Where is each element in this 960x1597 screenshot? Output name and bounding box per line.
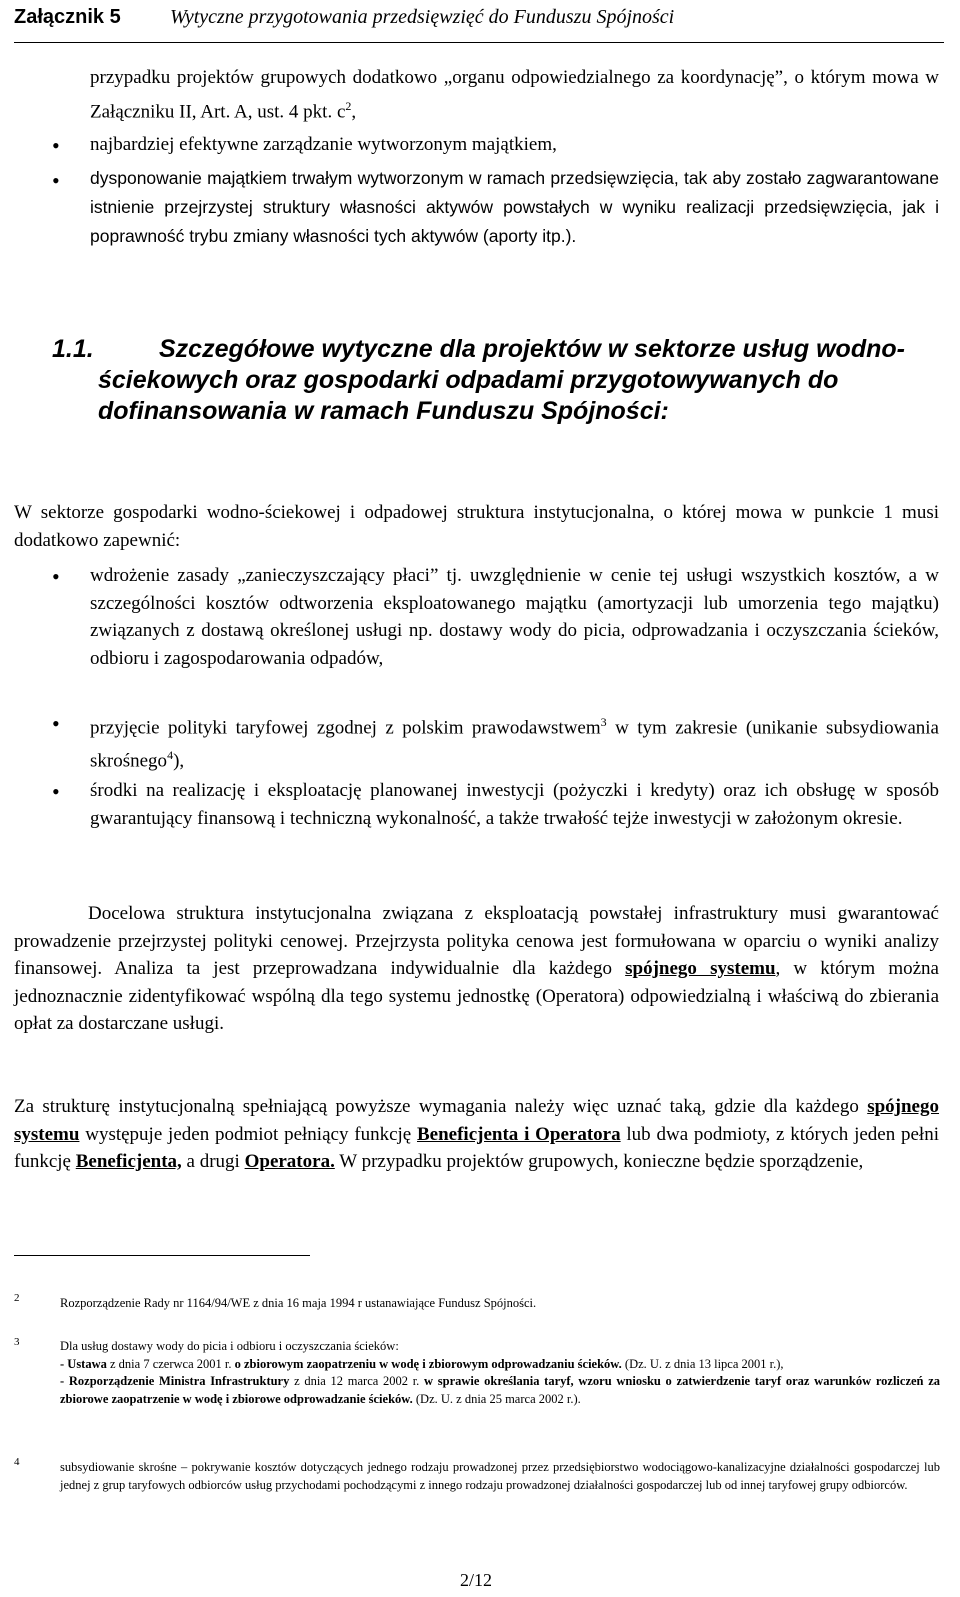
bullet-icon: • — [52, 711, 60, 736]
list-item: wdrożenie zasady „zanieczyszczający płaci” tj. uwzględnienie w cenie tej usługi wszystkich kosztów, a w szczególności kosztów odtworzenia eksploatowanego majątku (amortyzacji lub umorzenia tego majątku) związanych z dostawą określonej usługi np. dostawy wody do picia, odprowadzania i oczyszczania ścieków, odbioru i zagospodarowania odpadów, — [90, 565, 939, 669]
bullet-icon: • — [52, 168, 60, 193]
footnote-ref-4[interactable]: 4 — [167, 747, 174, 762]
list-item: dysponowanie majątkiem trwałym wytworzonym w ramach przedsięwzięcia, tak aby zostało zagwarantowane istnienie przejrzystej struktury własności aktywów powstałych w wyniku realizacji przedsięwzięcia, jak i poprawność trybu zmiany własności tych aktywów (aporty itp.). — [90, 168, 939, 246]
footnote-separator — [14, 1255, 310, 1256]
paragraph-intro: W sektorze gospodarki wodno-ściekowej i odpadowej struktura instytucjonalna, o której mowa w punkcie 1 musi dodatkowo zapewnić: — [14, 502, 939, 551]
footnote-ref-2[interactable]: 2 — [345, 99, 352, 113]
underlined-term: Beneficjenta, — [75, 1151, 182, 1173]
page-number: 2/12 — [460, 1570, 493, 1590]
footnote-3: Dla usług dostawy wody do picia i odbioru i oczyszczania ścieków: - Ustawa z dnia 7 czerwca 2001 r. o zbiorowym zaopatrzeniu w wodę i zbiorowym odprowadzaniu ścieków. (Dz. U. z dnia 13 lipca 2001 r.), - Rozporządzenie Ministra Infrastruktury z dnia 12 marca 2002 r. w sprawie określania taryf, wzoru wniosku o zatwierdzenie taryf oraz warunków rozliczeń za zbiorowe zaopatrzenie w wodę i zbiorowe odprowadzanie ścieków. (Dz. U. z dnia 25 marca 2002 r.). — [60, 1338, 940, 1408]
bullet-icon: • — [52, 779, 60, 804]
underlined-term: spójnego systemu — [14, 1096, 939, 1145]
bullet-icon: • — [52, 564, 60, 589]
footnote-2: Rozporządzenie Rady nr 1164/94/WE z dnia 16 maja 1994 r ustanawiające Fundusz Spójności. — [60, 1296, 537, 1310]
underlined-term: spójnego systemu — [625, 958, 776, 980]
section-title: Szczegółowe wytyczne dla projektów w sektorze usług wodno-ściekowych oraz gospodarki odpadami przygotowywanych do dofinansowania w ramach Funduszu Spójności: — [98, 335, 905, 425]
underlined-term: Operatora. — [244, 1151, 335, 1173]
paragraph-pricing: Docelowa struktura instytucjonalna związana z eksploatacją powstałej infrastruktury musi gwarantować prowadzenie przejrzystej polityki cenowej. Przejrzysta polityka cenowa jest formułowana w oparciu o wyniki analizy finansowej. Analiza ta jest przeprowadzana indywidualnie dla każdego spójnego systemu, w którym można jednoznacznie zidentyfikować wspólną dla tego systemu jednostkę (Operatora) odpowiedzialną i właściwą do zbierania opłat za dostarczane usługi. — [14, 903, 939, 1035]
header-label: Załącznik 5 — [14, 6, 121, 28]
list-item: przyjęcie polityki taryfowej zgodnej z polskim prawodawstwem$^3$ w tym zakresie (unikanie subsydiowania skrośnego$^4$), — [90, 715, 939, 772]
section-number: 1.1. — [52, 335, 94, 363]
page-header — [14, 0, 944, 43]
paragraph-structure: Za strukturę instytucjonalną spełniającą powyższe wymagania należy więc uznać taką, gdzie dla każdego spójnego systemu występuje jeden podmiot pełniący funkcję Beneficjenta i Operatora lub dwa podmioty, z których jeden pełni funkcję Beneficjenta, a drugi Operatora. W przypadku projektów grupowych, konieczne będzie sporządzenie, — [14, 1096, 939, 1173]
footnote-3-line-2: - Rozporządzenie Ministra Infrastruktury z dnia 12 marca 2002 r. w sprawie określania taryf, wzoru wniosku o zatwierdzenie taryf oraz warunków rozliczeń za zbiorowe zaopatrzenie w wodę i zbiorowe odprowadzanie ścieków. (Dz. U. z dnia 25 marca 2002 r.). — [60, 1374, 941, 1406]
list-item: środki na realizację i eksploatację planowanej inwestycji (pożyczki i kredyty) oraz ich obsługę w sposób gwarantujący finansową i techniczną wykonalność, a także trwałość tejże inwestycji w założonym okresie. — [90, 780, 939, 829]
footnote-number: 2 — [14, 1292, 20, 1304]
footnote-number: 4 — [14, 1456, 20, 1468]
footnote-number: 3 — [14, 1336, 20, 1348]
footnote-3-line-1: - Ustawa z dnia 7 czerwca 2001 r. o zbiorowym zaopatrzeniu w wodę i zbiorowym odprowadzaniu ścieków. (Dz. U. z dnia 13 lipca 2001 r.), — [60, 1356, 784, 1371]
list-item: najbardziej efektywne zarządzanie wytworzonym majątkiem, — [90, 134, 557, 155]
underlined-term: Beneficjenta i Operatora — [417, 1123, 621, 1145]
bullet-icon: • — [52, 133, 60, 158]
footnote-4: subsydiowanie skrośne – pokrywanie kosztów dotyczących jednego rodzaju prowadzonej przez przedsiębiorstwo wodociągowo-kanalizacyjne działalności gospodarczej lub jednej z grup taryfowych odbiorców usług przychodami pochodzącymi z innego rodzaju prowadzonej działalności gospodarczej lub od innej taryfowej grupy odbiorców. — [60, 1460, 940, 1492]
footnote-ref-3[interactable]: 3 — [600, 715, 607, 729]
header-title: Wytyczne przygotowania przedsięwzięć do Funduszu Spójności — [170, 6, 675, 28]
intro-continuation: przypadku projektów grupowych dodatkowo „organu odpowiedzialnego za koordynację”, o którym mowa w Załączniku II, Art. A, ust. 4 pkt. $c^2$, — [90, 67, 939, 123]
